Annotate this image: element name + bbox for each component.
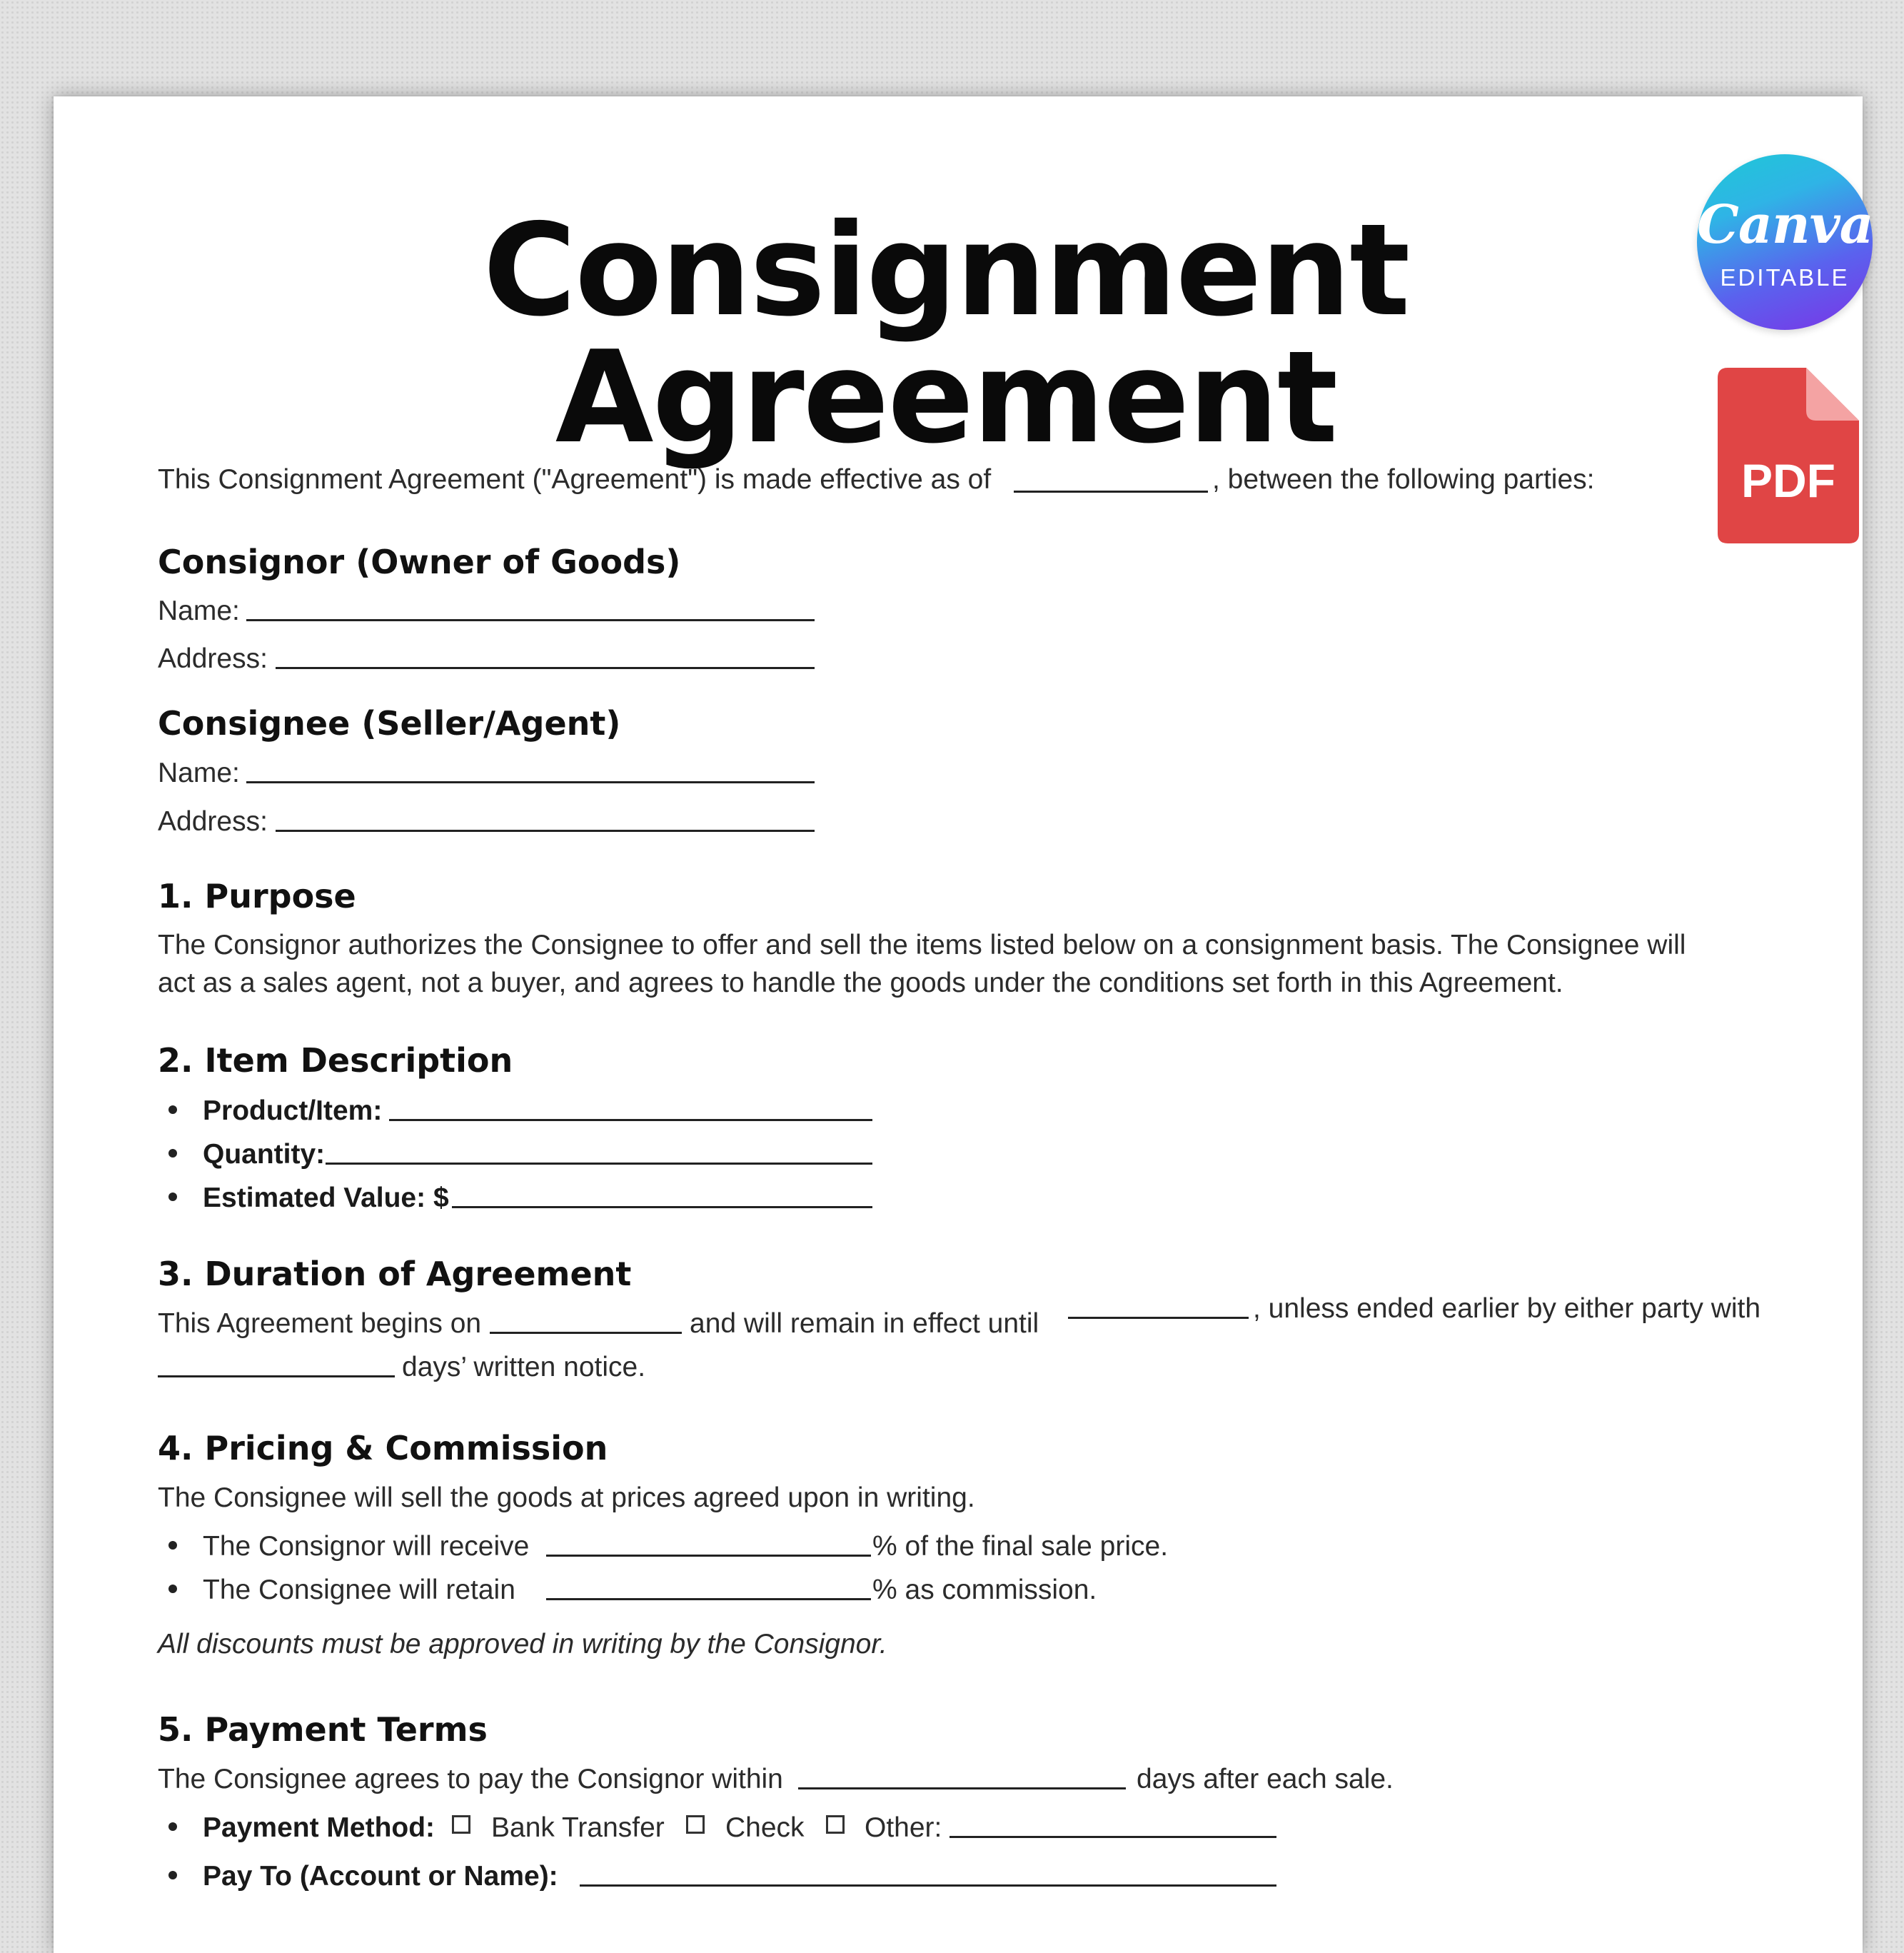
- consignee-heading: Consignee (Seller/Agent): [158, 704, 621, 743]
- bullet-icon: [168, 1822, 177, 1831]
- consignor-share-suffix: % of the final sale price.: [872, 1531, 1169, 1562]
- consignee-commission-label: The Consignee will retain: [203, 1575, 515, 1605]
- other-label: Other:: [865, 1812, 942, 1843]
- effective-date-field[interactable]: [1014, 491, 1208, 493]
- consignee-address-label: Address:: [158, 806, 268, 837]
- other-checkbox[interactable]: [826, 1815, 845, 1834]
- end-date-field[interactable]: [1068, 1317, 1249, 1319]
- canva-logo-text: Canva: [1697, 194, 1873, 256]
- item-description-heading: 2. Item Description: [158, 1041, 513, 1080]
- estimated-value-label: Estimated Value: $: [203, 1183, 449, 1213]
- start-date-field[interactable]: [490, 1332, 682, 1334]
- intro-text: This Consignment Agreement ("Agreement") is made effective as of: [158, 464, 992, 495]
- bullet-icon: [168, 1105, 177, 1114]
- check-label: Check: [725, 1812, 805, 1843]
- consignee-address-field[interactable]: [276, 830, 815, 832]
- consignor-share-field[interactable]: [546, 1555, 871, 1557]
- consignor-heading: Consignor (Owner of Goods): [158, 543, 681, 581]
- consignor-name-label: Name:: [158, 596, 240, 626]
- bullet-icon: [168, 1193, 177, 1201]
- consignor-share-label: The Consignor will receive: [203, 1531, 530, 1562]
- bullet-icon: [168, 1149, 177, 1158]
- bank-transfer-label: Bank Transfer: [491, 1812, 665, 1843]
- notice-days-field[interactable]: [158, 1375, 395, 1377]
- notice-text: days’ written notice.: [402, 1352, 646, 1382]
- duration-text-end: , unless ended earlier by either party with: [1253, 1293, 1761, 1324]
- duration-text-middle: and will remain in effect until: [690, 1308, 1039, 1339]
- consignee-commission-suffix: % as commission.: [872, 1575, 1097, 1605]
- bullet-icon: [168, 1541, 177, 1550]
- pay-to-label: Pay To (Account or Name):: [203, 1861, 558, 1892]
- other-method-field[interactable]: [950, 1836, 1276, 1838]
- pay-to-field[interactable]: [580, 1884, 1276, 1887]
- bank-transfer-checkbox[interactable]: [452, 1815, 470, 1834]
- consignee-name-field[interactable]: [246, 781, 815, 783]
- payment-days-field[interactable]: [798, 1787, 1126, 1789]
- purpose-text-line-1: The Consignor authorizes the Consignee to offer and sell the items listed below on a consignment basis. The Consignee will: [158, 930, 1686, 960]
- purpose-heading: 1. Purpose: [158, 877, 356, 915]
- pricing-text: The Consignee will sell the goods at prices agreed upon in writing.: [158, 1482, 975, 1513]
- consignor-name-field[interactable]: [246, 619, 815, 621]
- duration-heading: 3. Duration of Agreement: [158, 1255, 632, 1293]
- canva-editable-label: EDITABLE: [1720, 264, 1850, 291]
- canva-editable-badge: [1697, 154, 1873, 330]
- bullet-icon: [168, 1585, 177, 1593]
- consignor-address-field[interactable]: [276, 667, 815, 669]
- intro-text-end: , between the following parties:: [1212, 464, 1595, 495]
- product-item-label: Product/Item:: [203, 1095, 383, 1126]
- duration-text-start: This Agreement begins on: [158, 1308, 482, 1339]
- quantity-field[interactable]: [326, 1163, 872, 1165]
- document-title: Consignment Agreement: [483, 196, 1409, 471]
- consignee-commission-field[interactable]: [546, 1598, 871, 1600]
- product-item-field[interactable]: [389, 1119, 872, 1121]
- purpose-text-line-2: act as a sales agent, not a buyer, and agrees to handle the goods under the conditions set forth in this Agreement.: [158, 968, 1563, 998]
- discount-note: All discounts must be approved in writing by the Consignor.: [158, 1629, 887, 1660]
- payment-heading: 5. Payment Terms: [158, 1710, 488, 1749]
- payment-method-label: Payment Method:: [203, 1812, 435, 1843]
- pdf-label: PDF: [1741, 454, 1835, 507]
- consignor-address-label: Address:: [158, 643, 268, 674]
- consignee-name-label: Name:: [158, 758, 240, 788]
- check-checkbox[interactable]: [686, 1815, 705, 1834]
- payment-text: The Consignee agrees to pay the Consignor within: [158, 1764, 783, 1794]
- payment-text-end: days after each sale.: [1137, 1764, 1394, 1794]
- quantity-label: Quantity:: [203, 1139, 326, 1170]
- bullet-icon: [168, 1871, 177, 1879]
- pricing-heading: 4. Pricing & Commission: [158, 1429, 608, 1467]
- estimated-value-field[interactable]: [452, 1206, 872, 1208]
